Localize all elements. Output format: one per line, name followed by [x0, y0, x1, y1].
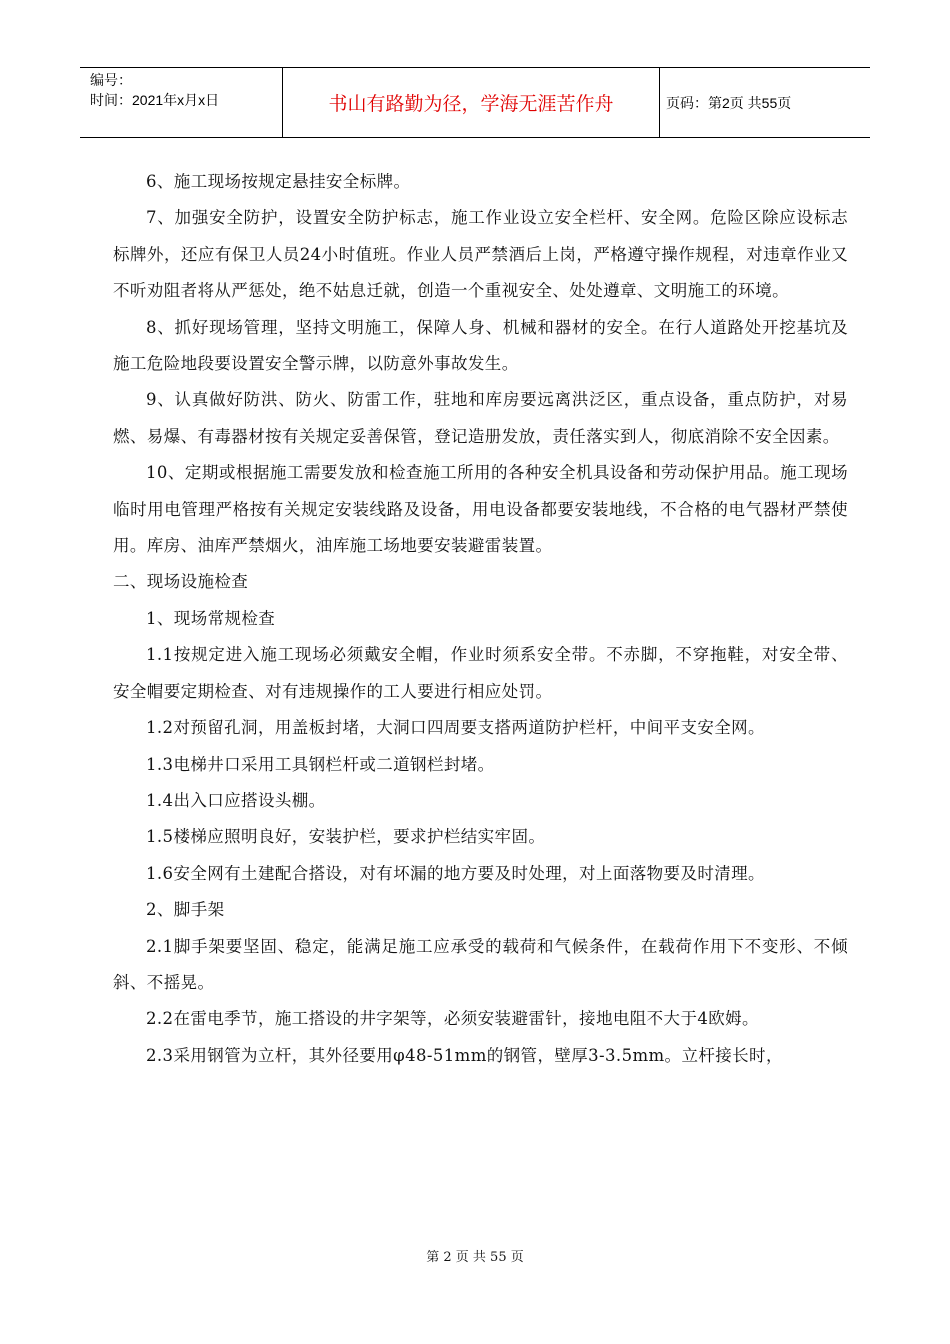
body-paragraph: 9、认真做好防洪、防火、防雷工作，驻地和库房要远离洪泛区，重点设备，重点防护，对易燃、易爆、有毒器材按有关规定妥善保管，登记造册发放，责任落实到人，彻底消除不安全因素。	[113, 390, 848, 446]
body-paragraph: 10、定期或根据施工需要发放和检查施工所用的各种安全机具设备和劳动保护用品。施工现场临时用电管理严格按有关规定安装线路及设备，用电设备都要安装地线，不合格的电气器材严禁使用。库房、油库严禁烟火，油库施工场地要安装避雷装置。	[113, 463, 848, 556]
header-motto: 书山有路勤为径，学海无涯苦作舟	[283, 68, 660, 137]
body-paragraph: 1.5楼梯应照明良好，安装护栏，要求护栏结实牢固。	[146, 827, 546, 847]
body-paragraph: 8、抓好现场管理，坚持文明施工，保障人身、机械和器材的安全。在行人道路处开挖基坑及施工危险地段要设置安全警示牌，以防意外事故发生。	[113, 317, 848, 374]
body-paragraph: 1.1按规定进入施工现场必须戴安全帽，作业时须系安全带。不赤脚，不穿拖鞋，对安全带、安全帽要定期检查、对有违规操作的工人要进行相应处罚。	[113, 645, 848, 701]
body-paragraph: 2、脚手架	[146, 900, 225, 920]
body-paragraph: 1.6安全网有土建配合搭设，对有坏漏的地方要及时处理，对上面落物要及时清理。	[146, 863, 765, 883]
body-paragraph: 1.4出入口应搭设头棚。	[146, 790, 326, 810]
body-paragraph: 2.3采用钢管为立杆，其外径要用φ48-51mm的钢管，壁厚3-3.5mm。立杆接长时，	[146, 1045, 783, 1065]
header-page-info: 页码：第2页 共55页	[666, 94, 792, 111]
body-paragraph: 7、加强安全防护，设置安全防护标志，施工作业设立安全栏杆、安全网。危险区除应设标志标牌外，还应有保卫人员24小时值班。作业人员严禁酒后上岗，严格遵守操作规程，对违章作业又不听劝阻者将从严惩处，绝不姑息迁就，创造一个重视安全、处处遵章、文明施工的环境。	[113, 208, 848, 301]
header-meta	[80, 68, 283, 137]
body-paragraph: 1.3电梯井口采用工具钢栏杆或二道钢栏封堵。	[146, 754, 495, 774]
page-footer: 第 2 页 共 55 页	[426, 1250, 524, 1265]
body-paragraph: 2.2在雷电季节，施工搭设的井字架等，必须安装避雷针，接地电阻不大于4欧姆。	[146, 1009, 759, 1029]
document-date-label: 时间：2021年x月x日	[90, 92, 220, 108]
body-paragraph: 2.1脚手架要坚固、稳定，能满足施工应承受的载荷和气候条件，在载荷作用下不变形、不倾斜、不摇晃。	[113, 936, 848, 992]
body-paragraph: 1、现场常规检查	[146, 608, 276, 628]
body-paragraph: 6、施工现场按规定悬挂安全标牌。	[146, 172, 411, 191]
document-number-label: 编号：	[90, 72, 132, 88]
body-paragraph: 二、现场设施检查	[113, 572, 249, 592]
body-paragraph: 1.2对预留孔洞，用盖板封堵，大洞口四周要支搭两道防护栏杆，中间平支安全网。	[146, 718, 765, 738]
page-header	[80, 67, 870, 138]
document-body	[113, 164, 848, 1074]
